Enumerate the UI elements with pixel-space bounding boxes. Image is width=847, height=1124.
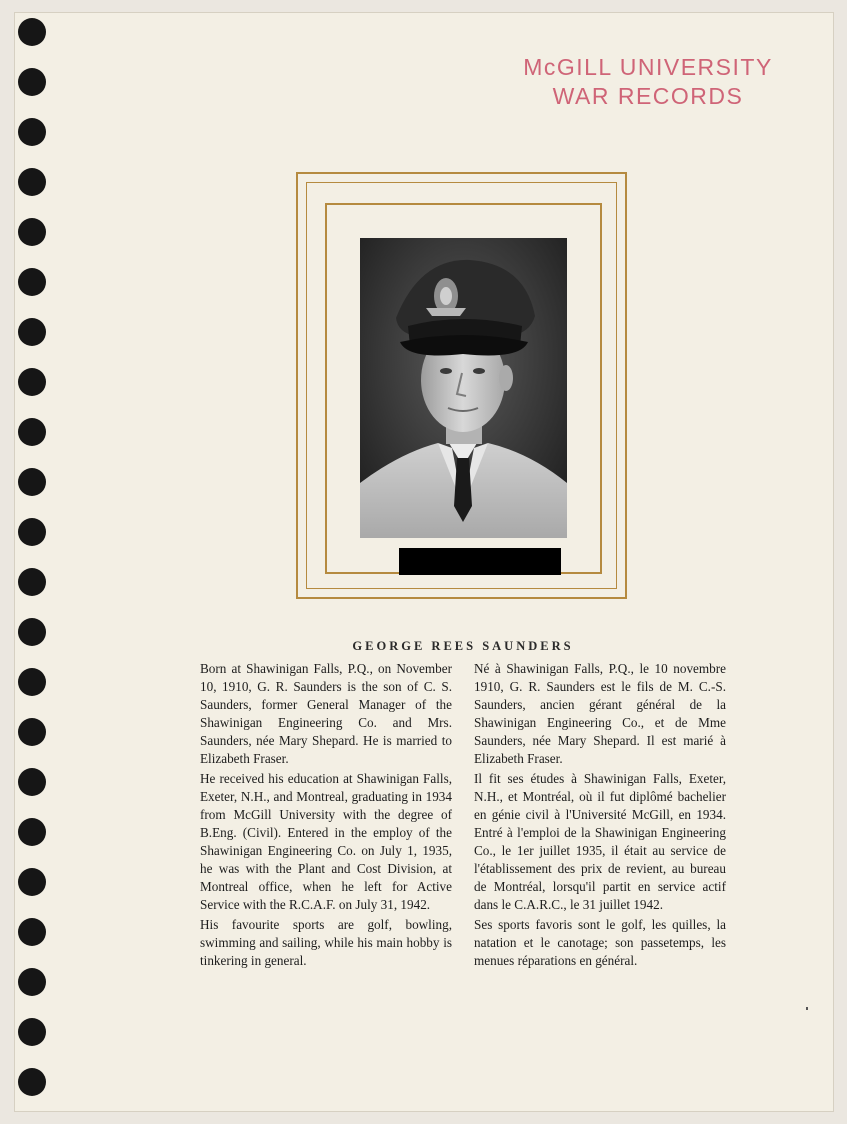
stamp-line-1: McGILL UNIVERSITY (523, 54, 773, 80)
binding-hole (18, 168, 46, 196)
binding-holes (18, 18, 48, 1108)
binding-hole (18, 468, 46, 496)
binding-hole (18, 718, 46, 746)
binding-hole (18, 818, 46, 846)
binding-hole (18, 1018, 46, 1046)
binding-hole (18, 418, 46, 446)
french-paragraph-2: Il fit ses études à Shawinigan Falls, Exeter, N.H., et Montréal, où il fut diplômé bachelier en génie civil à l'Université McGill, en 1934. Entré à l'emploi de la Shawinigan Engineering Co., le 1er juillet 1935, il était au service de l'établissement des prix de revient, au bureau de Montréal, lorsqu'il partit en service actif dans le C.A.R.C., le 31 juillet 1942. (474, 771, 726, 912)
binding-hole (18, 68, 46, 96)
binding-hole (18, 118, 46, 146)
binding-hole (18, 918, 46, 946)
binding-hole (18, 618, 46, 646)
binding-hole (18, 18, 46, 46)
binding-hole (18, 668, 46, 696)
binding-hole (18, 518, 46, 546)
redaction-bar (399, 548, 561, 575)
stamp-line-2: WAR RECORDS (552, 83, 744, 109)
binding-hole (18, 318, 46, 346)
binding-hole (18, 568, 46, 596)
binding-hole (18, 218, 46, 246)
portrait-photo (360, 238, 567, 538)
archive-stamp (503, 53, 793, 111)
binding-hole (18, 968, 46, 996)
english-paragraph-3: His favourite sports are golf, bowling, swimming and sailing, while his main hobby is tinkering in general. (200, 917, 452, 968)
binding-hole (18, 1068, 46, 1096)
french-paragraph-3: Ses sports favoris sont le golf, les quilles, la natation et le canotage; son passetemps, les menues réparations en général. (474, 917, 726, 968)
english-paragraph-2: He received his education at Shawinigan Falls, Exeter, N.H., and Montreal, graduating in 1934 from McGill University with the degree of B.Eng. (Civil). Entered in the employ of the Shawinigan Engineering Co. on July 1, 1935, he was with the Plant and Cost Division, at Montreal office, when he left for Active Service with the R.C.A.F. on July 31, 1942. (200, 771, 452, 912)
english-biography (200, 660, 452, 972)
binding-hole (18, 768, 46, 796)
binding-hole (18, 268, 46, 296)
person-name: GEORGE REES SAUNDERS (352, 639, 574, 653)
french-biography (474, 660, 726, 972)
english-paragraph-1: Born at Shawinigan Falls, P.Q., on November 10, 1910, G. R. Saunders is the son of C. S. Saunders, former General Manager of the Shawinigan Engineering Co. and Mrs. Saunders, née Mary Shepard. He is married to Elizabeth Fraser. (200, 661, 452, 766)
french-paragraph-1: Né à Shawinigan Falls, P.Q., le 10 novembre 1910, G. R. Saunders est le fils de M. C.-S. Saunders, ancien gérant général de la Shawinigan Engineering Co., et de Mme Saunders, née Mary Shepard. Il est marié à Elizabeth Fraser. (474, 661, 726, 766)
binding-hole (18, 368, 46, 396)
binding-hole (18, 868, 46, 896)
paper-speck (806, 1007, 808, 1010)
